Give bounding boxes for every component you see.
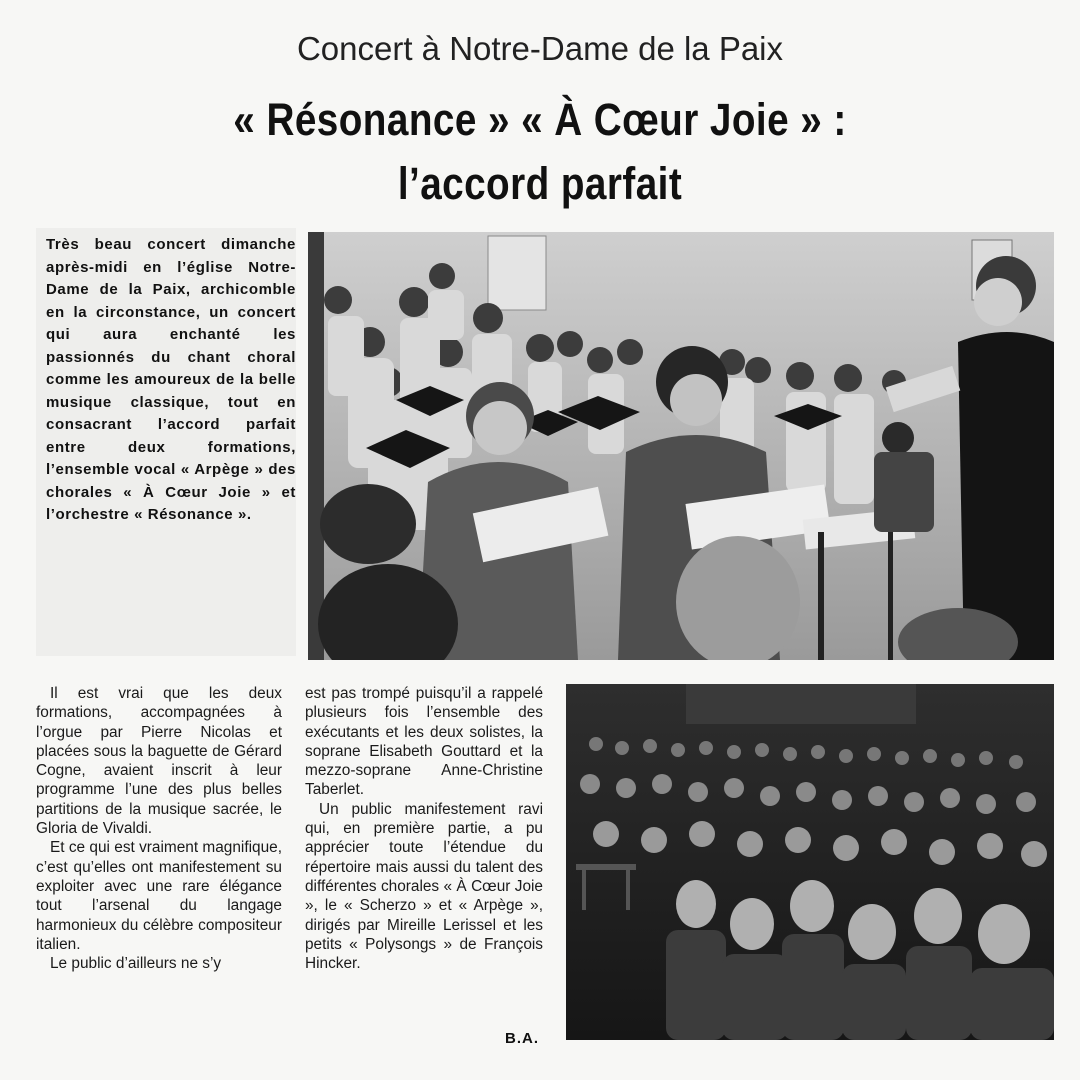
headline-line-2: l’accord parfait <box>397 158 683 209</box>
body-paragraph: Et ce qui est vraiment magnifique, c’est qu’elles ont manifestement su exploiter avec une rare élégance tout l’arsenal du langage harmonieux du célèbre compositeur italien. <box>36 839 282 953</box>
headline-line-1: « Résonance » « À Cœur Joie » : <box>233 94 847 145</box>
body-paragraph: Le public d’ailleurs ne s’y <box>50 955 222 973</box>
article-headline <box>76 88 1005 216</box>
body-paragraph: Il est vrai que les deux formations, accompagnées à l’orgue par Pierre Nicolas et placées sous la baguette de Gérard Cogne, avaient inscrit à leur programme l’une des plus belles partitions de la musique sacrée, le Gloria de Vivaldi. <box>36 685 282 838</box>
choir-photo <box>308 232 1054 660</box>
body-column-2 <box>305 684 543 973</box>
article-kicker: Concert à Notre-Dame de la Paix <box>296 30 784 67</box>
body-paragraph: Un public manifestement ravi qui, en première partie, a pu apprécier toute l’étendue du répertoire mais aussi du talent des différentes chorales « À Cœur Joie », le « Scherzo » et « Arpège », dirigés par Mireille Lerissel et les petits « Polysongs » de François Hincker. <box>305 800 543 973</box>
body-column-1 <box>36 684 282 973</box>
audience-photo <box>566 684 1054 1040</box>
lead-paragraph: Très beau concert dimanche après-midi en l’église Notre-Dame de la Paix, archicomble en la circonstance, un concert qui aura enchanté les passionnés du chant choral comme les amoureux de la belle musique classique, tout en consacrant l’accord parfait entre deux formations, l’ensemble vocal « Arpège » des chorales « À Cœur Joie » et l’orchestre « Résonance ». <box>36 228 296 656</box>
author-signature: B.A. <box>505 1030 539 1047</box>
body-paragraph: est pas trompé puisqu’il a rappelé plusieurs fois l’ensemble des exécutants et les deux solistes, la soprane Elisabeth Gouttard et la mezzo-soprane Anne-Christine Taberlet. <box>305 685 543 799</box>
